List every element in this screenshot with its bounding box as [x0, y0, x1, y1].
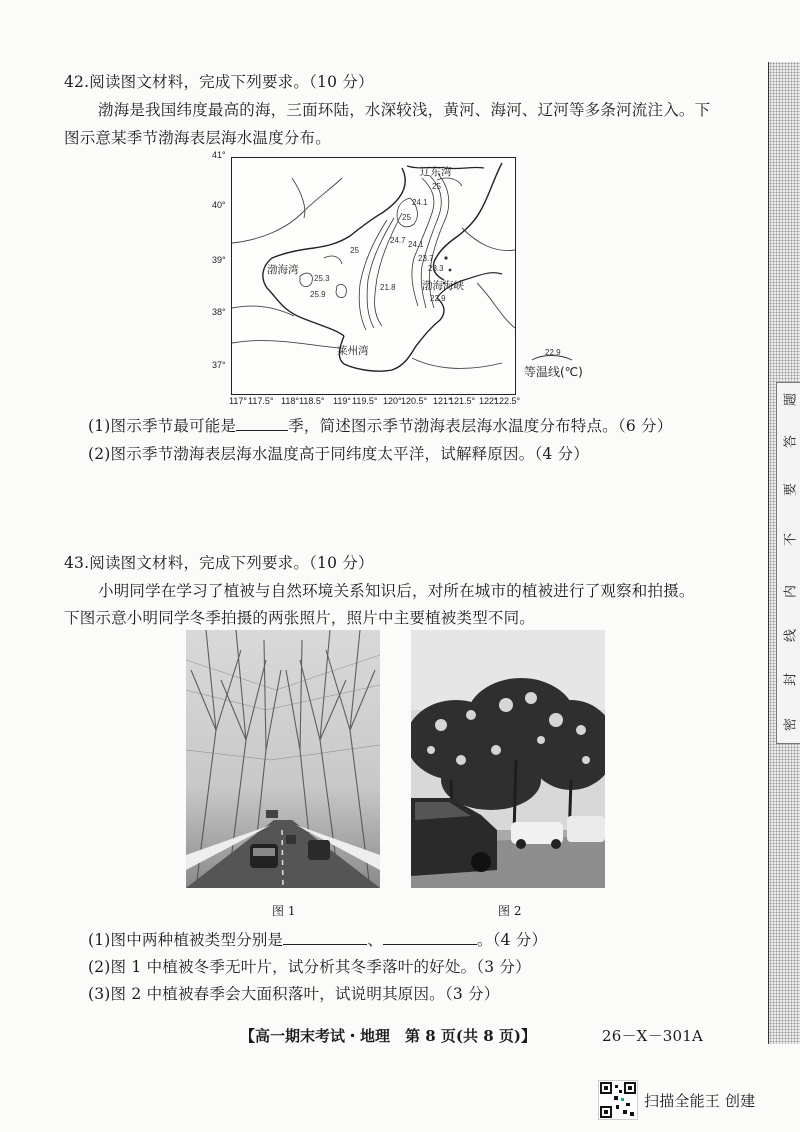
q43-heading: 43.阅读图文材料，完成下列要求。（10 分）	[64, 554, 374, 572]
isotherm-label: 25	[432, 182, 441, 191]
lon-label: 121°	[433, 396, 452, 406]
photo-1-deciduous-trees	[186, 630, 380, 888]
lat-label: 39°	[212, 255, 226, 265]
isotherm-label: 23.7	[418, 254, 434, 263]
q42-paragraph-line1: 渤海是我国纬度最高的海，三面环陆，水深较浅，黄河、海河、辽河等多条河流注入。下	[98, 101, 711, 119]
lon-label: 120°	[383, 396, 402, 406]
answer-blank-1[interactable]	[283, 944, 367, 945]
caption-figure-1: 图 1	[272, 904, 296, 918]
q42-heading: 42.阅读图文材料，完成下列要求。（10 分）	[64, 73, 374, 91]
q43-paragraph-line1: 小明同学在学习了植被与自然环境关系知识后，对所在城市的植被进行了观察和拍摄。	[98, 582, 695, 600]
lon-label: 117.5°	[248, 396, 274, 406]
caption-figure-2: 图 2	[498, 904, 522, 918]
q43-subquestion-2: (2)图 1 中植被冬季无叶片，试分析其冬季落叶的好处。（3 分）	[88, 958, 531, 976]
q43-paragraph-line2: 下图示意小明同学冬季拍摄的两张照片，照片中主要植被类型不同。	[64, 609, 536, 627]
isotherm-label: 24.1	[412, 198, 428, 207]
lon-label: 122.5°	[494, 396, 521, 406]
isotherm-label: 25.3	[314, 274, 330, 283]
lat-label: 38°	[212, 307, 226, 317]
isotherm-label: 21.8	[380, 283, 396, 292]
lon-label: 120.5°	[401, 396, 428, 406]
photo-2-evergreen-trees	[411, 630, 605, 888]
lon-label: 118.5°	[299, 396, 325, 406]
seal-char: 封	[783, 673, 799, 687]
lon-label: 118°	[281, 396, 299, 406]
qr-code-icon	[598, 1080, 638, 1120]
place-label-bohai-strait: 渤海海峡	[422, 280, 464, 292]
q43-subquestion-3: (3)图 2 中植被春季会大面积落叶，试说明其原因。（3 分）	[88, 985, 500, 1003]
map-frame	[231, 157, 516, 395]
seal-char: 不	[783, 533, 799, 547]
isotherm-label: 25	[350, 246, 359, 255]
lon-label: 119°	[333, 396, 351, 406]
q42-subquestion-1: (1)图示季节最可能是 季，简述图示季节渤海表层海水温度分布特点。（6 分）	[88, 417, 673, 435]
isotherm-label: 25.9	[310, 290, 326, 299]
seal-char: 要	[783, 483, 799, 497]
seal-char: 内	[783, 585, 799, 599]
answer-blank[interactable]	[236, 430, 288, 431]
lon-label: 117°	[229, 396, 247, 406]
legend-label: 等温线(℃)	[524, 365, 583, 379]
isotherm-label: 23.3	[428, 264, 444, 273]
legend-value: 22.9	[545, 348, 561, 357]
page-footer-code: 26－X－301A	[602, 1027, 704, 1045]
lat-label: 41°	[212, 150, 226, 160]
seal-char: 密	[783, 718, 799, 732]
lat-label: 37°	[212, 360, 226, 370]
place-label-liaodong-bay: 辽东湾	[420, 166, 452, 178]
isotherm-label: 22.9	[430, 294, 446, 303]
lon-label: 119.5°	[352, 396, 378, 406]
place-label-laizhou-bay: 莱州湾	[337, 345, 369, 357]
lon-label: 121.5°	[449, 396, 476, 406]
q43-subquestion-1: (1)图中两种植被类型分别是 、 。（4 分）	[88, 931, 548, 949]
answer-blank-2[interactable]	[383, 944, 477, 945]
lat-label: 40°	[212, 200, 226, 210]
place-label-bohai-bay: 渤海湾	[267, 264, 299, 276]
q42-subquestion-2: (2)图示季节渤海表层海水温度高于同纬度太平洋，试解释原因。（4 分）	[88, 445, 589, 463]
scanner-watermark-label: 扫描全能王 创建	[644, 1092, 756, 1110]
q42-paragraph-line2: 图示意某季节渤海表层海水温度分布。	[64, 129, 331, 147]
lon-label: 122°	[479, 396, 498, 406]
isotherm-label: 24.7	[390, 236, 406, 245]
page-footer-exam: 【高一期末考试・地理 第 8 页(共 8 页)】	[240, 1027, 536, 1045]
seal-char: 答	[783, 435, 799, 449]
seal-char: 线	[783, 629, 799, 643]
isotherm-label: 24.1	[408, 240, 424, 249]
seal-char: 题	[783, 393, 799, 407]
isotherm-label: 25	[402, 213, 411, 222]
